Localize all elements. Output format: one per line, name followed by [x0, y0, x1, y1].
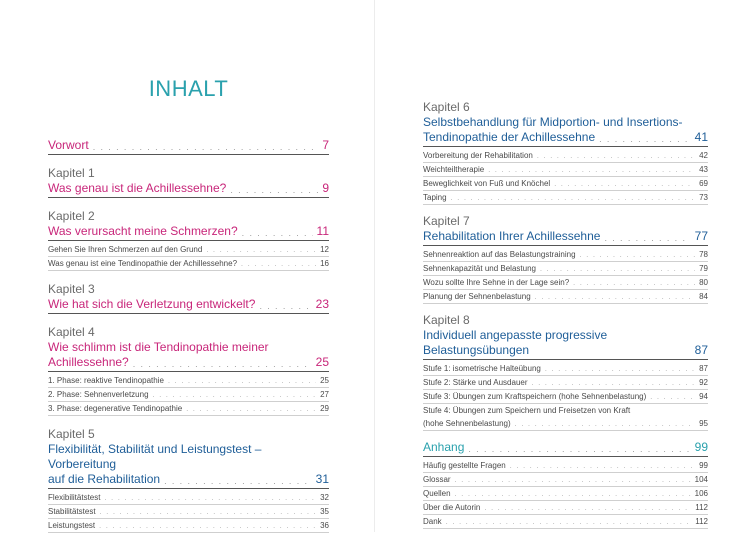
toc-entry[interactable] [423, 100, 708, 205]
section-label: Vorbereitung der Rehabilitation [423, 151, 533, 160]
chapter-title-row [423, 328, 708, 358]
toc-entry[interactable] [48, 209, 329, 271]
section-page-number: 27 [320, 390, 329, 399]
section-label: Sehnenkapazität und Belastung [423, 264, 536, 273]
section-row[interactable] [48, 374, 329, 387]
chapter-number: Kapitel 2 [48, 209, 95, 223]
toc-entry[interactable] [48, 325, 329, 416]
leader-dots [242, 227, 313, 239]
leader-dots [104, 494, 316, 504]
section-row[interactable] [423, 473, 708, 486]
page-number: 23 [315, 297, 329, 311]
chapter-title: Was genau ist die Achillessehne? [48, 181, 227, 195]
leader-dots [535, 293, 695, 303]
section-page-number: 79 [699, 264, 708, 273]
section-label: Sehnenreaktion auf das Belastungstraining [423, 250, 576, 259]
section-row[interactable] [423, 390, 708, 403]
leader-dots [650, 393, 695, 403]
section-row[interactable] [423, 459, 708, 472]
section-row[interactable] [48, 243, 329, 256]
section-page-number: 99 [699, 461, 708, 470]
section-page-number: 112 [695, 503, 708, 512]
section-row[interactable] [423, 276, 708, 289]
section-row[interactable] [423, 501, 708, 514]
section-page-number: 92 [699, 378, 708, 387]
page-number: 87 [694, 343, 708, 357]
title-underline [48, 197, 329, 198]
leader-dots [241, 260, 316, 270]
leader-dots [153, 391, 317, 401]
section-label: Wozu sollte Ihre Sehne in der Lage sein? [423, 278, 570, 287]
section-row[interactable] [423, 163, 708, 176]
chapter-number: Kapitel 5 [48, 427, 95, 441]
toc-entry[interactable] [48, 427, 329, 533]
section-label: Stabilitätstest [48, 507, 96, 516]
section-page-number: 73 [699, 193, 708, 202]
section-divider [48, 532, 329, 533]
leader-dots [540, 265, 695, 275]
section-divider [423, 430, 708, 431]
section-page-number: 84 [699, 292, 708, 301]
leader-dots [573, 279, 695, 289]
section-label: Stufe 1: isometrische Halteübung [423, 364, 541, 373]
page-number: 77 [694, 229, 708, 243]
chapter-title-line: Achillessehne? [48, 355, 129, 369]
right-page [375, 0, 750, 532]
title-underline [48, 240, 329, 241]
leader-dots [510, 462, 695, 472]
section-label: 1. Phase: reaktive Tendinopathie [48, 376, 164, 385]
chapter-title-row [423, 440, 708, 455]
chapter-title-row [423, 130, 708, 145]
page-number: 25 [315, 355, 329, 369]
chapter-title-row [48, 138, 329, 153]
chapter-title-row [48, 181, 329, 196]
section-page-number: 42 [699, 151, 708, 160]
section-row[interactable] [48, 519, 329, 532]
section-row[interactable] [423, 362, 708, 375]
leader-dots [451, 194, 696, 204]
leader-dots [580, 251, 696, 261]
title-underline [48, 313, 329, 314]
chapter-title: Wie hat sich die Verletzung entwickelt? [48, 297, 256, 311]
section-label: Leistungstest [48, 521, 96, 530]
chapter-title-line: Wie schlimm ist die Tendinopathie meiner [48, 340, 269, 354]
section-label: (hohe Sehnenbelastung) [423, 419, 511, 428]
page-number: 99 [694, 440, 708, 454]
leader-dots [554, 180, 695, 190]
chapter-title-row [48, 297, 329, 312]
leader-dots [455, 476, 691, 486]
section-page-number: 95 [699, 419, 708, 428]
chapter-number: Kapitel 3 [48, 282, 95, 296]
left-page [0, 0, 375, 532]
leader-dots [455, 490, 691, 500]
section-label: Flexibilitätstest [48, 493, 101, 502]
title-underline [48, 154, 329, 155]
chapter-title: Was verursacht meine Schmerzen? [48, 224, 238, 238]
section-page-number: 35 [320, 507, 329, 516]
toc-title: INHALT [148, 76, 229, 101]
section-row[interactable] [48, 402, 329, 415]
section-label: Beweglichkeit von Fuß und Knöchel [423, 179, 551, 188]
toc-entry[interactable] [48, 138, 329, 155]
section-label: Glossar [423, 475, 451, 484]
title-underline [48, 371, 329, 372]
right-toc-column [423, 100, 708, 538]
leader-dots [259, 300, 311, 312]
section-label: Stufe 4: Übungen zum Speichern und Freisetzen von Kraft [423, 406, 631, 415]
leader-dots [186, 405, 316, 415]
title-underline [423, 245, 708, 246]
leader-dots [599, 133, 691, 145]
chapter-title: Individuell angepasste progressive Belastungsübungen [423, 328, 608, 357]
section-label: Planung der Sehnenbelastung [423, 292, 531, 301]
section-page-number: 29 [320, 404, 329, 413]
section-row[interactable] [48, 257, 329, 270]
leader-dots [604, 232, 690, 244]
section-row[interactable] [423, 177, 708, 190]
page-number: 41 [694, 130, 708, 144]
leader-dots [230, 184, 318, 196]
section-divider [48, 270, 329, 271]
leader-dots [468, 443, 690, 455]
leader-dots [545, 365, 695, 375]
section-label: Stufe 3: Übungen zum Kraftspeichern (hohe Sehnenbelastung) [423, 392, 647, 401]
page-number: 9 [322, 181, 329, 195]
section-label: Gehen Sie Ihren Schmerzen auf den Grund [48, 245, 203, 254]
leader-dots [133, 358, 312, 370]
chapter-title-row [48, 224, 329, 239]
section-page-number: 43 [699, 165, 708, 174]
page-number: 11 [316, 224, 329, 238]
section-row[interactable] [423, 149, 708, 162]
section-page-number: 36 [320, 521, 329, 530]
chapter-number: Kapitel 4 [48, 325, 95, 339]
chapter-title-line: auf die Rehabilitation [48, 472, 161, 486]
page-number: 31 [315, 472, 329, 486]
section-label: Was genau ist eine Tendinopathie der Achillessehne? [48, 259, 238, 268]
chapter-title: Anhang [423, 440, 465, 454]
section-label: Über die Autorin [423, 503, 481, 512]
leader-dots [99, 522, 316, 532]
section-row[interactable] [423, 290, 708, 303]
title-underline [423, 456, 708, 457]
section-label: Stufe 2: Stärke und Ausdauer [423, 378, 528, 387]
chapter-title: Vorwort [48, 138, 89, 152]
section-row[interactable] [423, 262, 708, 275]
toc-entry[interactable] [423, 440, 708, 529]
leader-dots [100, 508, 317, 518]
section-row[interactable] [423, 515, 708, 528]
section-page-number: 104 [694, 475, 708, 484]
leader-dots [532, 379, 696, 389]
section-divider [423, 303, 708, 304]
chapter-title-line: Selbstbehandlung für Midportion- und Insertions- [423, 115, 683, 129]
chapter-number: Kapitel 6 [423, 100, 470, 114]
chapter-title-row [48, 472, 329, 487]
page-number: 7 [322, 138, 329, 152]
chapter-number: Kapitel 8 [423, 313, 470, 327]
section-row[interactable] [48, 388, 329, 401]
section-label: Weichteiltherapie [423, 165, 485, 174]
leader-dots [164, 475, 312, 487]
leader-dots [537, 152, 695, 162]
leader-dots [446, 518, 692, 528]
leader-dots [168, 377, 316, 387]
section-label: Dank [423, 517, 442, 526]
section-label: 2. Phase: Sehnenverletzung [48, 390, 149, 399]
section-row[interactable] [423, 417, 708, 430]
section-row[interactable] [48, 491, 329, 504]
title-underline [423, 359, 708, 360]
leader-dots [206, 246, 316, 256]
section-page-number: 106 [694, 489, 708, 498]
section-row[interactable] [423, 248, 708, 261]
section-row[interactable] [423, 191, 708, 204]
section-label: Quellen [423, 489, 451, 498]
section-row[interactable] [48, 505, 329, 518]
toc-entry[interactable] [423, 313, 708, 431]
section-page-number: 69 [699, 179, 708, 188]
toc-entry[interactable] [48, 166, 329, 198]
section-label: Häufig gestellte Fragen [423, 461, 506, 470]
title-underline [48, 488, 329, 489]
section-row[interactable] [423, 487, 708, 500]
section-label: Taping [423, 193, 447, 202]
section-page-number: 94 [699, 392, 708, 401]
section-page-number: 78 [699, 250, 708, 259]
chapter-title-row [48, 355, 329, 370]
section-page-number: 87 [699, 364, 708, 373]
section-page-number: 16 [320, 259, 329, 268]
section-divider [423, 204, 708, 205]
section-page-number: 32 [320, 493, 329, 502]
section-page-number: 80 [699, 278, 708, 287]
leader-dots [93, 141, 319, 153]
toc-entry[interactable] [48, 282, 329, 314]
chapter-title-line: Tendinopathie der Achillessehne [423, 130, 596, 144]
chapter-number: Kapitel 1 [48, 166, 95, 180]
section-divider [48, 415, 329, 416]
chapter-title: Rehabilitation Ihrer Achillessehne [423, 229, 601, 243]
leader-dots [484, 504, 691, 514]
section-page-number: 112 [695, 517, 708, 526]
section-divider [423, 528, 708, 529]
title-underline [423, 146, 708, 147]
left-toc-column [48, 138, 329, 544]
section-page-number: 12 [320, 245, 329, 254]
leader-dots [515, 420, 695, 430]
chapter-number: Kapitel 7 [423, 214, 470, 228]
leader-dots [488, 166, 695, 176]
section-label: 3. Phase: degenerative Tendinopathie [48, 404, 183, 413]
chapter-title-row [423, 229, 708, 244]
section-page-number: 25 [320, 376, 329, 385]
section-row[interactable] [423, 376, 708, 389]
toc-entry[interactable] [423, 214, 708, 304]
chapter-title-line: Flexibilität, Stabilität und Leistungstest – Vorbereitung [48, 442, 262, 471]
